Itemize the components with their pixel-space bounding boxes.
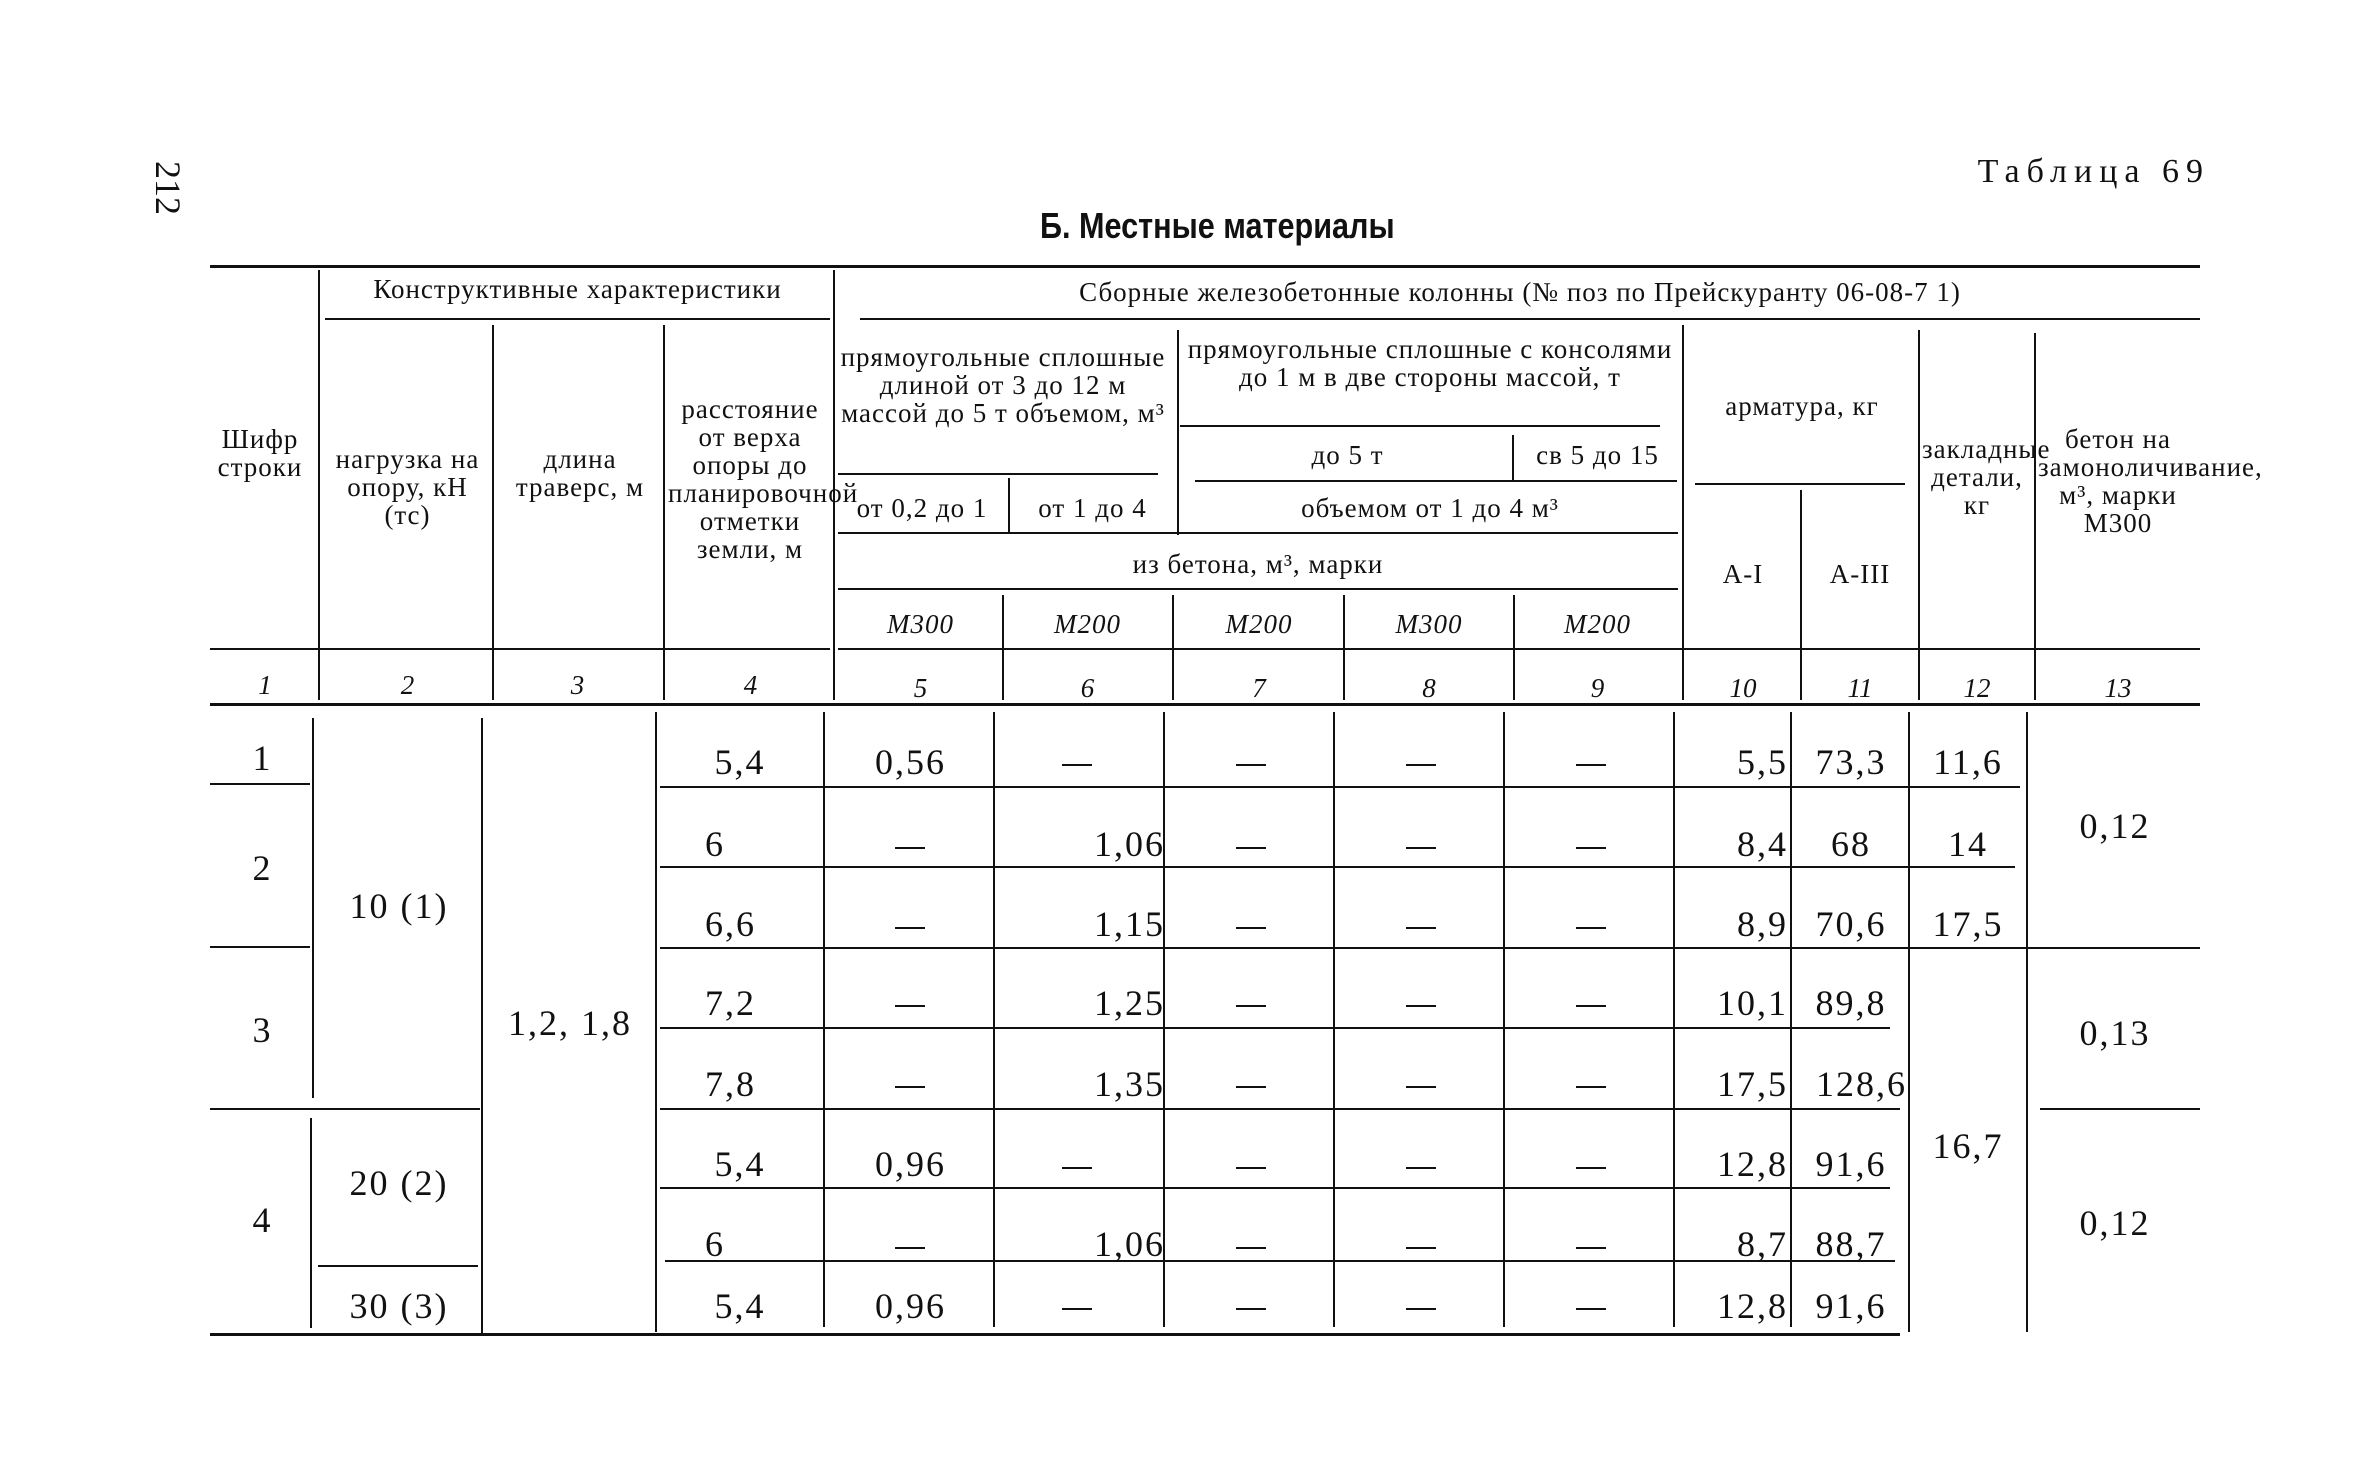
rule-v [1512, 435, 1514, 480]
body-v [312, 718, 314, 1098]
dash-c9 [1576, 847, 1606, 849]
cell-a1: 8,7 [1737, 1224, 1788, 1264]
header-embedded: закладные детали, кг [1922, 434, 2051, 520]
cell-a1: 8,9 [1737, 904, 1788, 944]
header-console-sub1: до 5 т [1311, 440, 1384, 470]
header-rebar-a1: А-I [1722, 559, 1764, 589]
cell-a1: 10,1 [1717, 983, 1788, 1023]
dash-c7 [1236, 1086, 1266, 1088]
row-rule [660, 1027, 1890, 1029]
traverse: 1,2, 1,8 [508, 1003, 632, 1043]
cell-distance: 6 [705, 1224, 725, 1264]
monolith-2: 0,13 [2079, 1013, 2151, 1053]
dash-c9 [1576, 1308, 1606, 1310]
row-rule [660, 1187, 1890, 1189]
rule-v [1172, 595, 1174, 700]
col-num-13: 13 [2104, 673, 2132, 703]
cell-a3: 128,6 [1816, 1064, 1907, 1104]
col-num-3: 3 [570, 670, 585, 700]
dash-c9 [1576, 927, 1606, 929]
section-title: Б. Местные материалы [1040, 205, 1395, 246]
shifr-2: 2 [252, 848, 273, 888]
cell-c6: 1,06 [1094, 1224, 1165, 1264]
rule [210, 648, 830, 650]
rule-v [492, 325, 494, 700]
rule [325, 318, 830, 320]
cell-c5: 0,56 [875, 742, 946, 782]
cell-c5: 0,96 [875, 1144, 946, 1184]
header-volume: объемом от 1 до 4 м³ [1301, 493, 1559, 523]
row-rule [660, 947, 2020, 949]
header-grade-8: М300 [1395, 609, 1463, 639]
header-concrete-grade: из бетона, м³, марки [1132, 549, 1384, 579]
col-num-1: 1 [258, 670, 272, 700]
shifr-4: 4 [252, 1200, 273, 1240]
cell-distance: 5,4 [714, 1144, 766, 1184]
col-num-6: 6 [1080, 673, 1095, 703]
body-v [2026, 712, 2028, 1332]
load-20: 20 (2) [349, 1163, 449, 1203]
cell-a1: 5,5 [1737, 742, 1788, 782]
row-rule [318, 1265, 478, 1267]
header-rect-console: прямоугольные сплошные с консолями до 1 м в две стороны массой, т [1187, 334, 1673, 392]
dash-c5 [895, 847, 925, 849]
row-rule [210, 946, 310, 948]
shifr-3: 3 [252, 1010, 273, 1050]
cell-a1: 17,5 [1717, 1064, 1788, 1104]
cell-a3: 91,6 [1815, 1286, 1887, 1326]
header-rebar: арматура, кг [1725, 391, 1879, 421]
header-traverse: длина траверс, м [515, 444, 645, 502]
col-num-10: 10 [1729, 673, 1757, 703]
dash-c5 [895, 1005, 925, 1007]
col-num-11: 11 [1847, 673, 1873, 703]
cell-a3: 88,7 [1815, 1224, 1887, 1264]
dash-c7 [1236, 927, 1266, 929]
header-rect-solid-sub2: от 1 до 4 [1038, 493, 1147, 523]
body-v [1503, 712, 1505, 1327]
col-num-5: 5 [913, 673, 928, 703]
dash-c9 [1576, 764, 1606, 766]
dash-c5 [895, 1247, 925, 1249]
rule-v [318, 270, 320, 700]
monolith-3: 0,12 [2079, 1203, 2151, 1243]
col-num-12: 12 [1963, 673, 1991, 703]
cell-c5: 0,96 [875, 1286, 946, 1326]
header-load-text: нагрузка на опору, кН (тс) [335, 444, 480, 530]
dash-c7 [1236, 764, 1266, 766]
cell-distance: 7,8 [705, 1064, 756, 1104]
header-rect-solid: прямоугольные сплошные длиной от 3 до 12 м массой до 5 т объемом, м³ [840, 342, 1166, 428]
rule [838, 532, 1678, 534]
cell-c6: 1,35 [1094, 1064, 1165, 1104]
dash-c8 [1406, 1086, 1436, 1088]
shifr-1: 1 [252, 738, 273, 778]
cell-embedded: 11,6 [1933, 742, 2003, 782]
cell-a3: 73,3 [1815, 742, 1887, 782]
body-v [1333, 712, 1335, 1327]
cell-c6: 1,25 [1094, 983, 1165, 1023]
table-top-rule [210, 265, 2200, 268]
rule-v [1918, 330, 1920, 700]
load-10: 10 (1) [349, 886, 449, 926]
col-num-9: 9 [1590, 673, 1605, 703]
dash-c7 [1236, 1167, 1266, 1169]
col-num-4: 4 [743, 670, 758, 700]
dash-c8 [1406, 847, 1436, 849]
body-v [310, 1118, 312, 1328]
dash-c8 [1406, 927, 1436, 929]
header-rebar-a3: А-III [1829, 559, 1891, 589]
dash-c9 [1576, 1167, 1606, 1169]
dash-c7 [1236, 1005, 1266, 1007]
dash-c9 [1576, 1247, 1606, 1249]
cell-distance: 6,6 [705, 904, 756, 944]
dash-c5 [895, 927, 925, 929]
table-bottom-rule [210, 1333, 1900, 1336]
header-grade-9: М200 [1564, 609, 1631, 639]
rule [838, 473, 1158, 475]
embedded-merged: 16,7 [1932, 1126, 2004, 1166]
rule-v [663, 325, 665, 700]
rule-v [1800, 490, 1802, 700]
rule-v [2034, 333, 2036, 700]
header-grade-6: М200 [1054, 609, 1121, 639]
page-number: 212 [148, 161, 188, 215]
body-v [993, 712, 995, 1327]
cell-distance: 6 [705, 824, 725, 864]
rule [838, 648, 1728, 650]
dash-c9 [1576, 1005, 1606, 1007]
header-constructive-group: Конструктивные характеристики [373, 274, 782, 304]
dash-c7 [1236, 1308, 1266, 1310]
row-rule [2040, 1108, 2200, 1110]
dash-c9 [1576, 1086, 1606, 1088]
row-rule [660, 866, 2015, 868]
body-v [1908, 712, 1910, 1332]
rule [838, 588, 1678, 590]
dash-c5 [895, 1086, 925, 1088]
dash-c7 [1236, 1247, 1266, 1249]
row-rule [660, 786, 2020, 788]
dash-c6 [1062, 1167, 1092, 1169]
col-num-7: 7 [1252, 673, 1266, 703]
header-rect-solid-sub1: от 0,2 до 1 [856, 493, 988, 523]
rule [1180, 425, 1660, 427]
row-rule [210, 783, 310, 785]
col-num-2: 2 [400, 670, 415, 700]
rule-v [1177, 330, 1179, 535]
cell-distance: 5,4 [714, 1286, 766, 1326]
body-v [481, 718, 483, 1333]
rule [1695, 483, 1905, 485]
dash-c7 [1236, 847, 1266, 849]
dash-c6 [1062, 764, 1092, 766]
body-v [823, 712, 825, 1327]
header-columns-group: Сборные железобетонные колонны (№ поз по Прейскуранту 06-08-7 1) [1079, 277, 1961, 307]
header-distance: расстояние от верха опоры до планировочной отметки земли, м [668, 394, 859, 564]
dash-c8 [1406, 764, 1436, 766]
row-rule [2020, 947, 2200, 949]
cell-a1: 12,8 [1717, 1144, 1788, 1184]
load-30: 30 (3) [349, 1286, 449, 1326]
cell-a3: 91,6 [1815, 1144, 1887, 1184]
dash-c8 [1406, 1308, 1436, 1310]
row-rule [210, 1108, 480, 1110]
cell-a3: 68 [1831, 824, 1871, 864]
cell-distance: 5,4 [714, 742, 766, 782]
rule [860, 318, 2200, 320]
table-label: Таблица 69 [1977, 153, 2210, 190]
cell-a3: 70,6 [1815, 904, 1887, 944]
row-rule [660, 1108, 1900, 1110]
header-load [325, 445, 490, 529]
body-v [1790, 712, 1792, 1327]
rule-v [1682, 325, 1684, 700]
cell-embedded: 14 [1948, 824, 1988, 864]
header-grade-5: М300 [887, 609, 954, 639]
body-v [655, 712, 657, 1332]
cell-c6: 1,06 [1094, 824, 1165, 864]
cell-a1: 12,8 [1717, 1286, 1788, 1326]
body-v [1673, 712, 1675, 1327]
col-number-rule [210, 703, 2200, 706]
cell-a3: 89,8 [1815, 983, 1887, 1023]
monolith-1: 0,12 [2079, 806, 2151, 846]
cell-c6: 1,15 [1094, 904, 1165, 944]
dash-c6 [1062, 1308, 1092, 1310]
header-console-sub2: св 5 до 15 [1536, 440, 1659, 470]
col-num-8: 8 [1422, 673, 1436, 703]
cell-distance: 7,2 [705, 983, 756, 1023]
cell-embedded: 17,5 [1932, 904, 2004, 944]
rule [1195, 480, 1677, 482]
header-grade-7: М200 [1225, 609, 1293, 639]
dash-c8 [1406, 1247, 1436, 1249]
cell-a1: 8,4 [1737, 824, 1788, 864]
header-monolith: бетон на замоноличивание, м³, марки М300 [2038, 424, 2263, 538]
rule [1700, 648, 2200, 650]
dash-c8 [1406, 1005, 1436, 1007]
dash-c8 [1406, 1167, 1436, 1169]
header-shifr: Шифр строки [217, 424, 303, 482]
